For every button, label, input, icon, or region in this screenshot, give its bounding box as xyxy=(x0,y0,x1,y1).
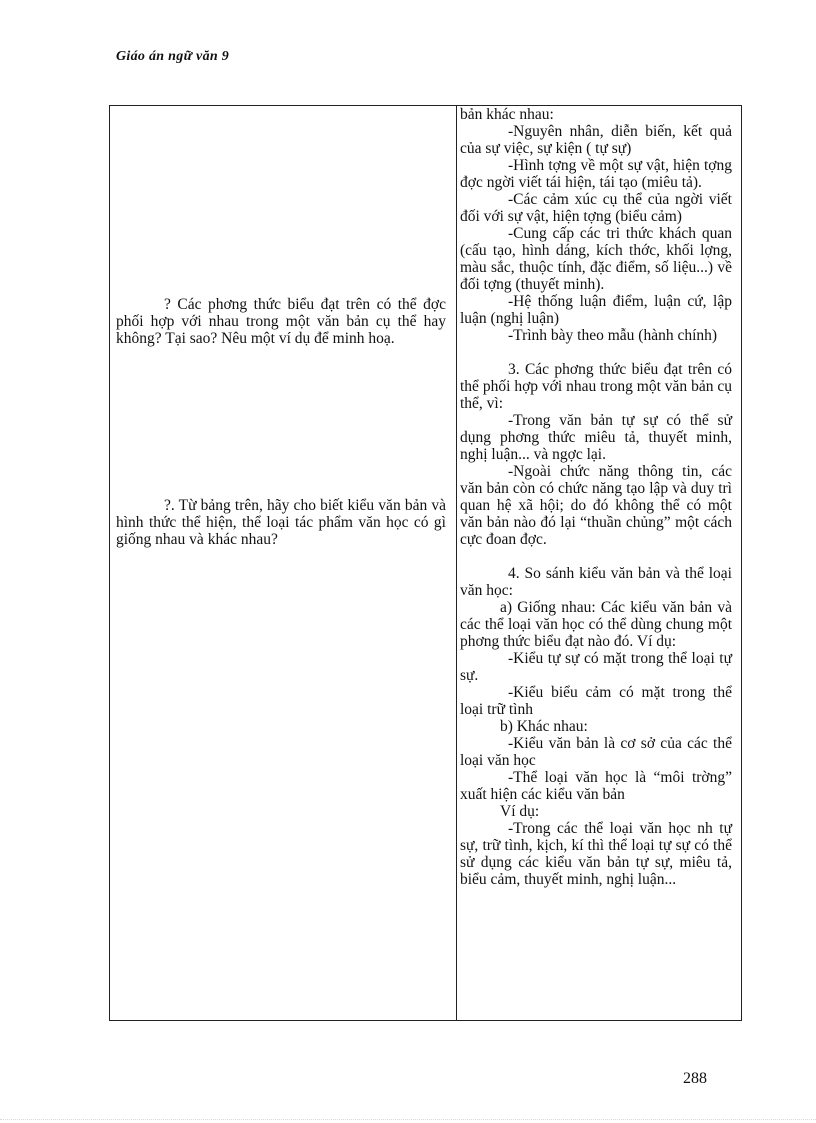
answer-item: -Các cảm xúc cụ thể của ngời viết đối với sự vật, hiện tợng (biểu cảm) xyxy=(460,191,732,225)
section-4b-item: -Kiểu văn bản là cơ sở của các thể loại văn học xyxy=(460,735,732,769)
answer-item: -Cung cấp các tri thức khách quan (cấu tạo, hình dáng, kích thớc, khối lợng, màu sắc, thuộc tính, đặc điểm, số liệu...) về đối tợng (thuyết minh). xyxy=(460,225,732,293)
answer-item: -Hệ thống luận điểm, luận cứ, lập luận (nghị luận) xyxy=(460,293,732,327)
footer-dotted-line xyxy=(0,1119,816,1120)
section-3-heading: 3. Các phơng thức biểu đạt trên có thể phối hợp với nhau trong một văn bản cụ thể, vì: xyxy=(460,361,732,412)
example-label: Ví dụ: xyxy=(500,803,540,820)
answer-item: -Trình bày theo mẫu (hành chính) xyxy=(508,327,718,344)
example-text: -Trong các thể loại văn học nh tự sự, trữ tình, kịch, kí thì thể loại tự sự có thể sử dụng các kiểu văn bản tự sự, miêu tả, biểu cảm, thuyết minh, nghị luận... xyxy=(460,820,732,888)
section-4a-item: -Kiểu biểu cảm có mặt trong thể loại trữ tình xyxy=(460,684,732,718)
page-number: 288 xyxy=(683,1070,707,1087)
section-4-heading: 4. So sánh kiểu văn bản và thể loại văn học: xyxy=(460,565,732,599)
answer-intro: bản khác nhau: xyxy=(460,106,554,123)
section-3-item: -Trong văn bản tự sự có thể sử dụng phơng thức miêu tả, thuyết minh, nghị luận... và ngợc lại. xyxy=(460,412,732,463)
section-3-item: -Ngoài chức năng thông tin, các văn bản còn có chức năng tạo lập và duy trì quan hệ xã hội; do đó không thể có một văn bản nào đó lại “thuần chủng” một cách cực đoan đợc. xyxy=(460,463,732,548)
lesson-table xyxy=(109,105,742,1021)
section-4b: b) Khác nhau: xyxy=(500,718,588,735)
question-1: ? Các phơng thức biểu đạt trên có thể đợc phối hợp với nhau trong một văn bản cụ thể hay không? Tại sao? Nêu một ví dụ để minh hoạ. xyxy=(116,296,446,347)
question-2: ?. Từ bảng trên, hãy cho biết kiểu văn bản và hình thức thể hiện, thể loại tác phẩm văn học có gì giống nhau và khác nhau? xyxy=(116,497,446,548)
section-4a-item: -Kiểu tự sự có mặt trong thể loại tự sự. xyxy=(460,650,732,684)
answer-item: -Nguyên nhân, diễn biến, kết quả của sự việc, sự kiện ( tự sự) xyxy=(460,123,732,157)
answer-column xyxy=(460,106,732,888)
section-4b-item: -Thể loại văn học là “môi trờng” xuất hiện các kiểu văn bản xyxy=(460,769,732,803)
section-4a: a) Giống nhau: Các kiểu văn bản và các thể loại văn học có thể dùng chung một phơng thức biểu đạt nào đó. Ví dụ: xyxy=(460,599,732,650)
answer-item: -Hình tợng về một sự vật, hiện tợng đợc ngời viết tái hiện, tái tạo (miêu tả). xyxy=(460,157,732,191)
column-divider xyxy=(456,106,457,1020)
page-header: Giáo án ngữ văn 9 xyxy=(116,49,230,64)
